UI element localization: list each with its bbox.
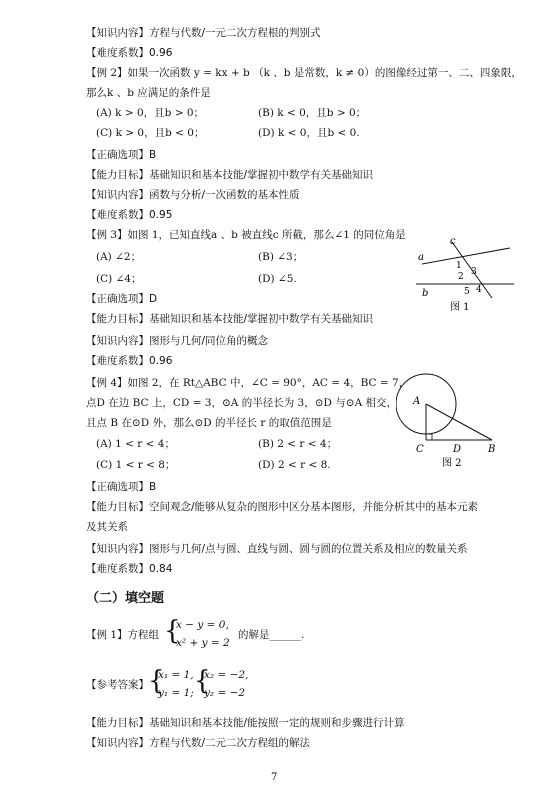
reference-answer-label: 【参考答案】 [86,679,149,691]
right-angle-marker [426,434,432,440]
option-a: (A) k > 0，且b > 0； [96,107,205,119]
figure-1-caption: 图 1 [450,302,470,313]
knowledge-content-line: 【知识内容】图形与几何/点与圆、直线与圆、圆与圆的位置关系及相应的数量关系 [86,543,468,555]
label-c: c [450,236,456,247]
difficulty-line: 【难度系数】0.96 [86,47,173,59]
example-2-question: 【例 2】如果一次函数 y = kx + b （k 、b 是常数，k ≠ 0）的图像经过第一、二、四象限， [86,67,522,79]
fill-example-1-label: 【例 1】方程组 [86,629,160,641]
answer-brace-2: { [194,666,211,696]
option-d: (D) 2 < r < 8. [258,459,331,471]
option-a: (A) ∠2； [96,251,142,263]
answer-2-x: x₂ = −2, [204,669,249,681]
option-b: (B) k < 0，且b > 0； [258,107,367,119]
correct-option-line: 【正确选项】B [86,149,157,161]
knowledge-content-line: 【知识内容】图形与几何/同位角的概念 [86,335,269,347]
option-a: (A) 1 < r < 4； [96,438,175,450]
option-d: (D) k < 0，且b < 0. [258,127,360,139]
example-2-question-cont: 那么k 、b 应满足的条件是 [86,87,211,99]
label-point-b: B [488,444,496,455]
label-point-d: D [453,444,462,455]
option-c: (C) 1 < r < 8； [96,459,176,471]
angle-1-label: 1 [456,261,462,271]
option-b: (B) ∠3； [258,251,304,263]
knowledge-content-line: 【知识内容】方程与代数/一元二次方程根的判别式 [86,27,321,39]
page-number: 7 [271,772,278,783]
option-c: (C) k > 0，且b < 0； [96,127,205,139]
ability-goal-line: 【能力目标】基础知识和基本技能/掌握初中数学有关基础知识 [86,313,374,325]
angle-2-label: 2 [458,272,464,282]
example-4-question-cont: 点D 在边 BC 上，CD = 3，⊙A 的半径长为 3，⊙D 与⊙A 相交， [86,397,397,409]
option-c: (C) ∠4； [96,273,142,285]
correct-option-line: 【正确选项】D [86,293,158,305]
figure-2-caption: 图 2 [442,458,462,469]
answer-2-y: y₂ = −2 [204,687,246,699]
angle-3-label: 3 [471,267,477,277]
ability-goal-line: 【能力目标】空间观念/能够从复杂的图形中区分基本图形，并能分析其中的基本元素 [86,501,479,513]
answer-1-x: x₁ = 1, [158,669,194,681]
knowledge-content-line: 【知识内容】函数与分析/一次函数的基本性质 [86,189,300,201]
section-title: （二）填空题 [86,591,165,606]
label-point-c: C [416,444,424,455]
example-4-question: 【例 4】如图 2，在 Rt△ABC 中，∠C = 90°，AC = 4，BC = 7， [86,377,410,389]
label-point-a: A [413,396,421,407]
difficulty-line: 【难度系数】0.84 [86,563,173,575]
example-3-question: 【例 3】如图 1，已知直线a 、b 被直线c 所截，那么∠1 的同位角是 [86,229,406,241]
answer-brace-1: { [148,666,165,696]
system-equation-2: x² + y = 2 [176,637,230,649]
difficulty-line: 【难度系数】0.95 [86,209,173,221]
correct-option-line: 【正确选项】B [86,481,157,493]
answer-1-y: y₁ = 1; [158,687,194,699]
angle-4-label: 4 [476,285,482,295]
ability-goal-line-cont: 及其关系 [86,521,128,533]
ability-goal-line: 【能力目标】基础知识和基本技能/能按照一定的规则和步骤进行计算 [86,717,405,729]
label-a: a [418,252,424,263]
side-ab [426,404,492,440]
fill-example-1-blank: 的解是______. [238,629,305,641]
figure-2-diagram [396,368,508,472]
system-equation-1: x − y = 0, [176,619,229,631]
label-b: b [422,288,429,299]
option-d: (D) ∠5. [258,273,297,285]
figure-1-diagram [410,232,520,314]
angle-5-label: 5 [464,287,470,297]
difficulty-line: 【难度系数】0.96 [86,355,173,367]
system-brace: { [164,616,181,646]
option-b: (B) 2 < r < 4； [258,438,338,450]
example-4-question-cont: 且点 B 在⊙D 外，那么⊙D 的半径长 r 的取值范围是 [86,417,332,429]
knowledge-content-line: 【知识内容】方程与代数/二元二次方程组的解法 [86,737,311,749]
ability-goal-line: 【能力目标】基础知识和基本技能/掌握初中数学有关基础知识 [86,169,374,181]
